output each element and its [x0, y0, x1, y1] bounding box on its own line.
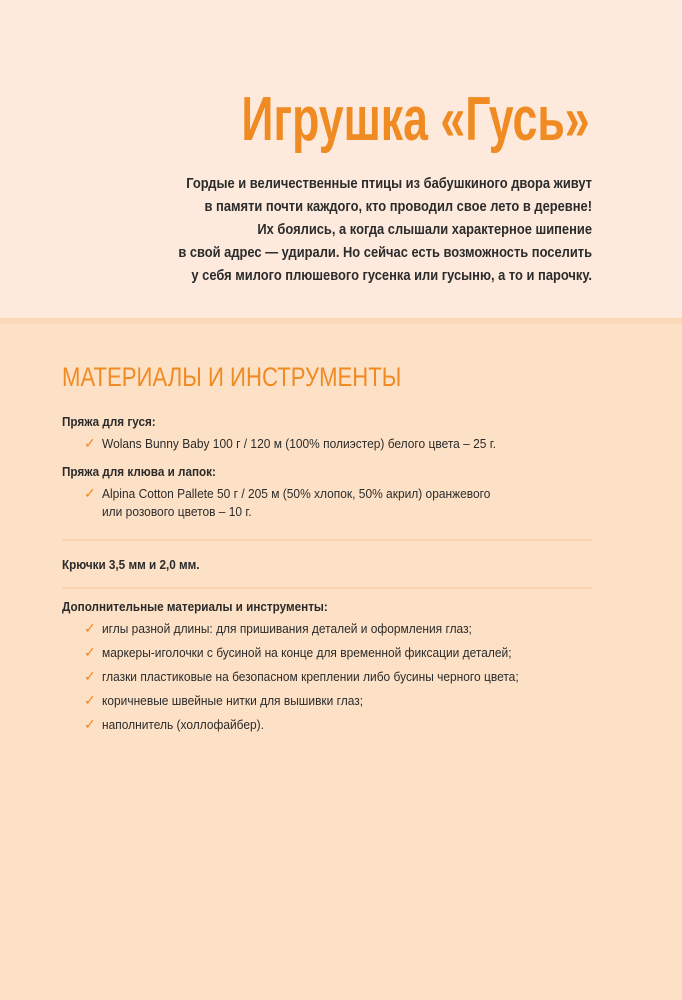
intro-paragraph — [111, 172, 592, 287]
intro-line: у себя милого плюшевого гусенка или гусыню, а то и парочку. — [191, 267, 592, 284]
check-icon: ✓ — [84, 485, 96, 501]
list-item: ✓ маркеры-иголочки с бусиной на конце для временной фиксации деталей; — [84, 644, 512, 660]
intro-line: в свой адрес — удирали. Но сейчас есть возможность поселить — [178, 244, 592, 261]
yarn-beak-section — [62, 464, 524, 521]
list-item: ✓ Wolans Bunny Baby 100 г / 120 м (100% полиэстер) белого цвета – 25 г. — [84, 435, 496, 451]
hooks-label: Крючки 3,5 мм и 2,0 мм. — [62, 557, 200, 572]
yarn-beak-label: Пряжа для клюва и лапок: — [62, 464, 216, 479]
check-icon: ✓ — [84, 668, 96, 684]
check-icon: ✓ — [84, 716, 96, 732]
extra-section — [62, 599, 555, 734]
list-item: ✓ коричневые швейные нитки для вышивки глаз; — [84, 692, 364, 708]
page-title: Игрушка «Гусь» — [241, 85, 590, 154]
yarn-body-label: Пряжа для гуся: — [62, 414, 156, 429]
intro-line: Гордые и величественные птицы из бабушкиного двора живут — [186, 175, 592, 192]
list-item: ✓ Alpina Cotton Pallete 50 г / 205 м (50% хлопок, 50% акрил) оранжевого или розового цветов – 10 г. — [84, 485, 491, 519]
list-item: ✓ наполнитель (холлофайбер). — [84, 716, 264, 732]
section-heading: МАТЕРИАЛЫ И ИНСТРУМЕНТЫ — [62, 362, 402, 392]
divider — [62, 539, 592, 541]
divider — [62, 587, 592, 589]
yarn-body-section — [62, 414, 530, 453]
divider-stripe — [0, 318, 682, 324]
check-icon: ✓ — [84, 644, 96, 660]
list-item: ✓ глазки пластиковые на безопасном креплении либо бусины черного цвета; — [84, 668, 519, 684]
intro-line: Их боялись, а когда слышали характерное шипение — [257, 221, 592, 238]
check-icon: ✓ — [84, 435, 96, 451]
extra-label: Дополнительные материалы и инструменты: — [62, 599, 328, 614]
hooks-section — [62, 557, 215, 572]
list-item: ✓ иглы разной длины: для пришивания деталей и оформления глаз; — [84, 620, 472, 636]
intro-line: в памяти почти каждого, кто проводил свое лето в деревне! — [204, 198, 592, 215]
check-icon: ✓ — [84, 620, 96, 636]
check-icon: ✓ — [84, 692, 96, 708]
